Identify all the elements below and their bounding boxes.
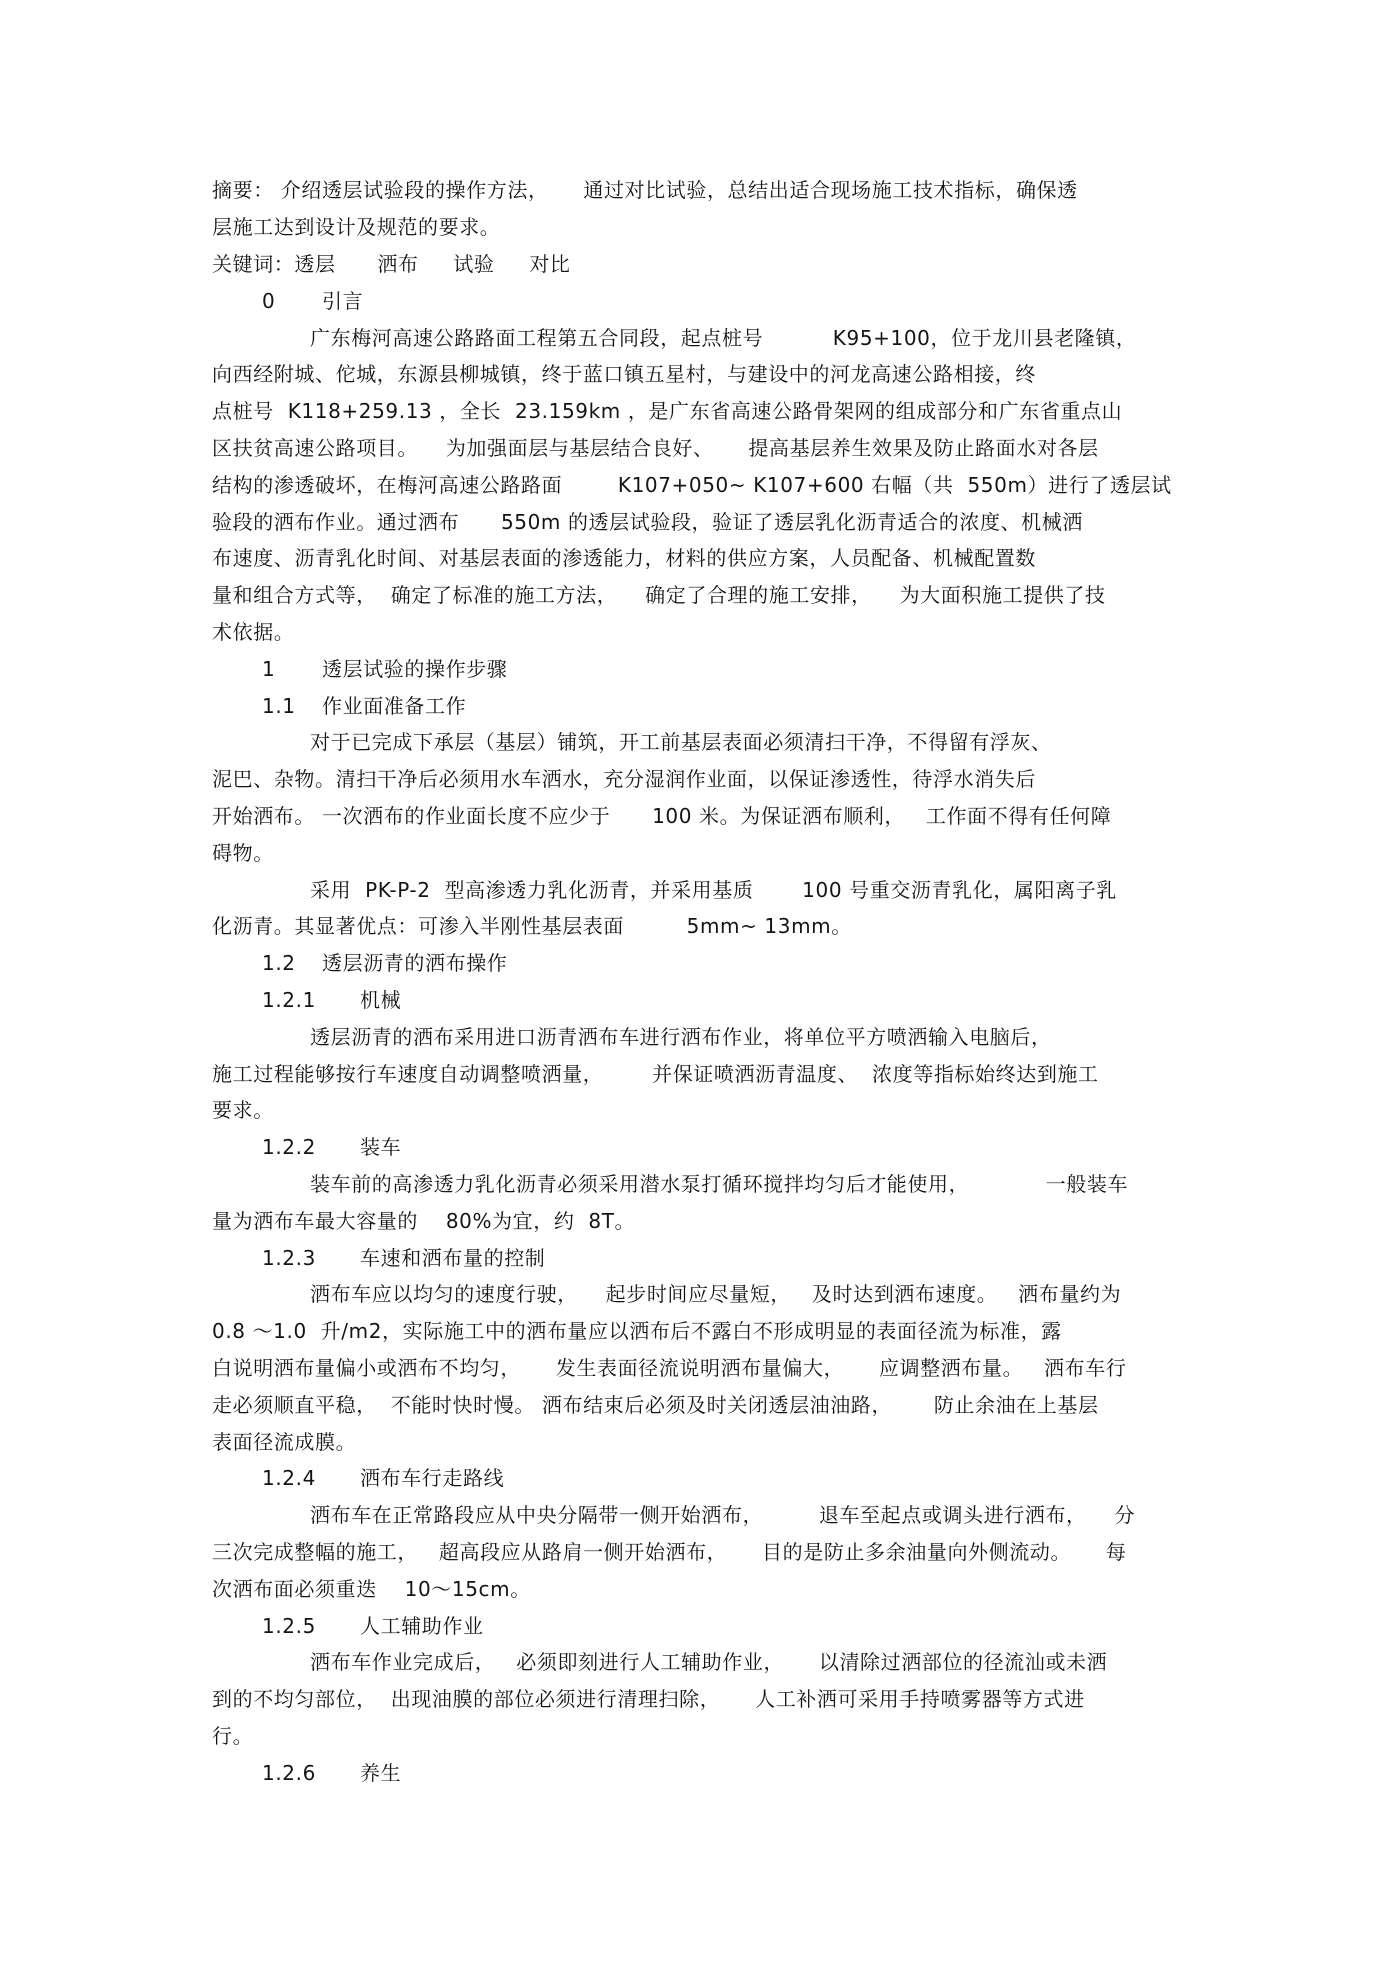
- paragraph-line: 白说明洒布量偏小或洒布不均匀， 发生表面径流说明洒布量偏大， 应调整洒布量。 洒布车行: [212, 1356, 1127, 1380]
- paragraph-line: 量为洒布车最大容量的 80%为宜，约 8T。: [212, 1209, 636, 1233]
- section-heading-1-2: [262, 949, 507, 977]
- paragraph-line: 验段的洒布作业。通过洒布 550m 的透层试验段，验证了透层乳化沥青适合的浓度、机械洒: [212, 510, 1083, 534]
- paragraph-line: 走必须顺直平稳， 不能时快时慢。 洒布结束后必须及时关闭透层油油路， 防止余油在上基层: [212, 1393, 1099, 1417]
- abstract-line: 摘要： 介绍透层试验段的操作方法， 通过对比试验，总结出适合现场施工技术指标，确保透: [212, 178, 1078, 202]
- abstract-line: 层施工达到设计及规范的要求。: [212, 215, 501, 239]
- section-title: 装车: [360, 1135, 402, 1159]
- section-number: 1: [262, 657, 276, 681]
- section-heading-1-2-5: [262, 1612, 484, 1640]
- section-title: 作业面准备工作: [322, 694, 467, 718]
- paragraph-line: 洒布车应以均匀的速度行驶， 起步时间应尽量短， 及时达到洒布速度。 洒布量约为: [310, 1282, 1122, 1306]
- section-heading-1-2-4: [262, 1464, 504, 1492]
- paragraph-line: 施工过程能够按行车速度自动调整喷洒量， 并保证喷洒沥青温度、 浓度等指标始终达到施工: [212, 1062, 1099, 1086]
- paragraph-line: 布速度、沥青乳化时间、对基层表面的渗透能力，材料的供应方案，人员配备、机械配置数: [212, 546, 1036, 570]
- paragraph-line: 要求。: [212, 1098, 274, 1122]
- paragraph-line: 广东梅河高速公路路面工程第五合同段，起点桩号 K95+100，位于龙川县老隆镇，: [310, 326, 1137, 350]
- section-title: 洒布车行走路线: [360, 1466, 505, 1490]
- section-heading-1-2-2: [262, 1133, 401, 1161]
- paragraph-line: 到的不均匀部位， 出现油膜的部位必须进行清理扫除， 人工补洒可采用手持喷雾器等方式进: [212, 1687, 1085, 1711]
- paragraph-line: 表面径流成膜。: [212, 1430, 357, 1454]
- section-title: 引言: [322, 289, 364, 313]
- section-number: 1.2.4: [262, 1466, 316, 1490]
- section-number: 1.2.6: [262, 1761, 316, 1785]
- section-number: 1.2.2: [262, 1135, 316, 1159]
- paragraph-line: 行。: [212, 1724, 254, 1748]
- section-number: 0: [262, 289, 276, 313]
- section-heading-0: [262, 287, 363, 315]
- paragraph-line: 量和组合方式等， 确定了标准的施工方法， 确定了合理的施工安排， 为大面积施工提供了技: [212, 583, 1106, 607]
- paragraph-line: 次洒布面必须重迭 10～15cm。: [212, 1577, 531, 1601]
- section-heading-1-2-1: [262, 986, 401, 1014]
- paragraph-line: 开始洒布。 一次洒布的作业面长度不应少于 100 米。为保证洒布顺利， 工作面不得有任何障: [212, 804, 1112, 828]
- section-heading-1-2-6: [262, 1759, 401, 1787]
- paragraph-line: 装车前的高渗透力乳化沥青必须采用潜水泵打循环搅拌均匀后才能使用， 一般装车: [310, 1172, 1129, 1196]
- paragraph-line: 透层沥青的洒布采用进口沥青洒布车进行洒布作业，将单位平方喷洒输入电脑后，: [310, 1025, 1052, 1049]
- section-title: 人工辅助作业: [360, 1614, 484, 1638]
- section-title: 透层沥青的洒布操作: [322, 951, 508, 975]
- paragraph-line: 碍物。: [212, 841, 274, 865]
- paragraph-line: 三次完成整幅的施工， 超高段应从路肩一侧开始洒布， 目的是防止多余油量向外侧流动。 每: [212, 1540, 1127, 1564]
- section-heading-1-2-3: [262, 1244, 545, 1272]
- section-number: 1.2: [262, 951, 296, 975]
- paragraph-line: 泥巴、杂物。清扫干净后必须用水车洒水，充分湿润作业面，以保证渗透性，待浮水消失后: [212, 767, 1036, 791]
- paragraph-line: 向西经附城、佗城，东源县柳城镇，终于蓝口镇五星村，与建设中的河龙高速公路相接，终: [212, 362, 1036, 386]
- section-heading-1: [262, 655, 507, 683]
- section-title: 车速和洒布量的控制: [360, 1246, 546, 1270]
- section-title: 养生: [360, 1761, 402, 1785]
- section-title: 机械: [360, 988, 402, 1012]
- paragraph-line: 采用 PK-P-2 型高渗透力乳化沥青，并采用基质 100 号重交沥青乳化，属阳离子乳: [310, 878, 1117, 902]
- paragraph-line: 化沥青。其显著优点：可渗入半刚性基层表面 5mm~ 13mm。: [212, 914, 852, 938]
- paragraph-line: 对于已完成下承层（基层）铺筑，开工前基层表面必须清扫干净，不得留有浮灰、: [310, 730, 1052, 754]
- paragraph-line: 洒布车在正常路段应从中央分隔带一侧开始洒布， 退车至起点或调头进行洒布， 分: [310, 1503, 1136, 1527]
- section-title: 透层试验的操作步骤: [322, 657, 508, 681]
- section-heading-1-1: [262, 692, 466, 720]
- paragraph-line: 0.8 ～1.0 升/m2，实际施工中的洒布量应以洒布后不露白不形成明显的表面径流为标准，露: [212, 1319, 1062, 1343]
- section-number: 1.2.1: [262, 988, 316, 1012]
- paragraph-line: 区扶贫高速公路项目。 为加强面层与基层结合良好、 提高基层养生效果及防止路面水对各层: [212, 436, 1099, 460]
- paragraph-line: 点桩号 K118+259.13 ，全长 23.159km ，是广东省高速公路骨架网的组成部分和广东省重点山: [212, 399, 1123, 423]
- paragraph-line: 结构的渗透破坏，在梅河高速公路路面 K107+050~ K107+600 右幅（共 550m）进行了透层试: [212, 473, 1172, 497]
- paragraph-line: 术依据。: [212, 620, 295, 644]
- section-number: 1.1: [262, 694, 296, 718]
- section-number: 1.2.5: [262, 1614, 316, 1638]
- section-number: 1.2.3: [262, 1246, 316, 1270]
- paragraph-line: 洒布车作业完成后， 必须即刻进行人工辅助作业， 以清除过洒部位的径流汕或未洒: [310, 1650, 1108, 1674]
- keywords-line: 关键词：透层 洒布 试验 对比: [212, 252, 571, 276]
